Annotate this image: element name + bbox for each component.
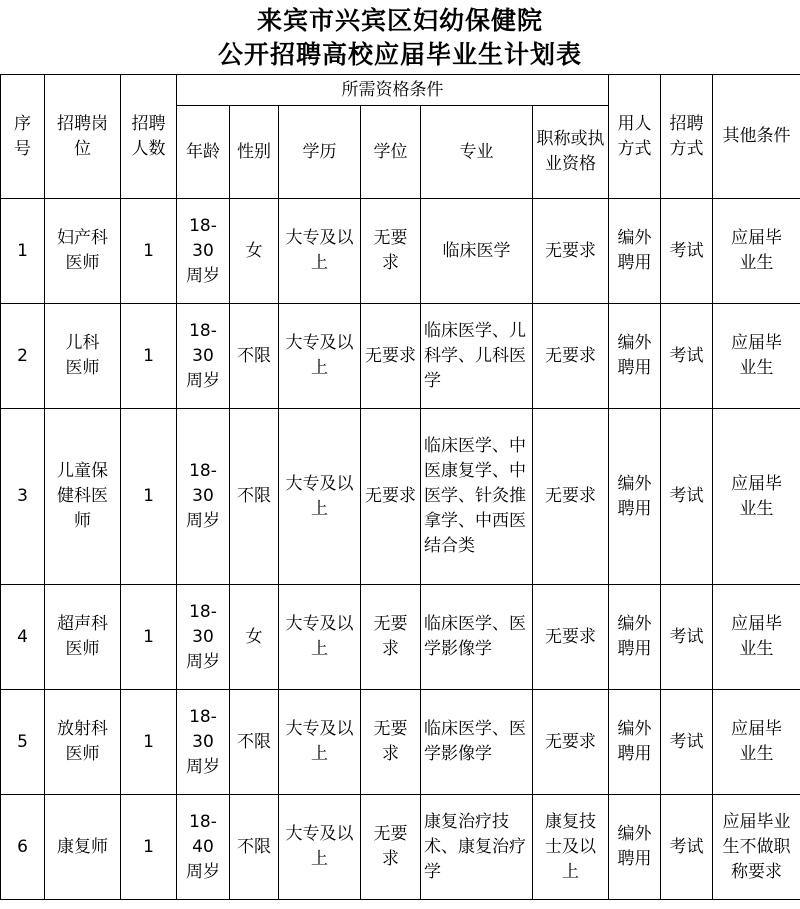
cell-degree: 无要求	[361, 585, 421, 690]
document-title	[0, 0, 800, 74]
table-row	[1, 585, 800, 690]
header-qualifications: 所需资格条件	[177, 75, 609, 106]
cell-other: 应届毕业生	[713, 199, 800, 304]
cell-method: 考试	[661, 585, 713, 690]
cell-method: 考试	[661, 795, 713, 900]
cell-count: 1	[121, 304, 177, 409]
cell-title-cert: 无要求	[533, 585, 609, 690]
header-count: 招聘人数	[121, 75, 177, 199]
cell-seq: 6	[1, 795, 45, 900]
cell-employment: 编外聘用	[609, 795, 661, 900]
recruitment-plan-table	[0, 74, 800, 900]
cell-age: 18-30周岁	[177, 199, 230, 304]
title-line-1: 来宾市兴宾区妇幼保健院	[256, 6, 543, 35]
cell-education: 大专及以上	[279, 585, 361, 690]
cell-education: 大专及以上	[279, 304, 361, 409]
cell-gender: 不限	[230, 690, 279, 795]
cell-method: 考试	[661, 690, 713, 795]
cell-major: 康复治疗技术、康复治疗学	[421, 795, 533, 900]
cell-seq: 1	[1, 199, 45, 304]
cell-degree: 无要求	[361, 199, 421, 304]
cell-title-cert: 无要求	[533, 409, 609, 585]
cell-employment: 编外聘用	[609, 690, 661, 795]
cell-education: 大专及以上	[279, 199, 361, 304]
header-degree: 学位	[361, 106, 421, 199]
header-method: 招聘方式	[661, 75, 713, 199]
cell-title-cert: 无要求	[533, 304, 609, 409]
cell-title-cert: 无要求	[533, 690, 609, 795]
cell-method: 考试	[661, 409, 713, 585]
cell-major: 临床医学	[421, 199, 533, 304]
cell-count: 1	[121, 690, 177, 795]
cell-method: 考试	[661, 199, 713, 304]
cell-seq: 3	[1, 409, 45, 585]
table-row	[1, 199, 800, 304]
cell-degree: 无要求	[361, 690, 421, 795]
cell-title-cert: 康复技士及以上	[533, 795, 609, 900]
cell-count: 1	[121, 199, 177, 304]
cell-gender: 不限	[230, 795, 279, 900]
cell-employment: 编外聘用	[609, 304, 661, 409]
table-row	[1, 690, 800, 795]
cell-degree: 无要求	[361, 409, 421, 585]
cell-degree: 无要求	[361, 795, 421, 900]
cell-position: 儿童保健科医师	[45, 409, 121, 585]
header-title-cert: 职称或执业资格	[533, 106, 609, 199]
cell-employment: 编外聘用	[609, 409, 661, 585]
header-seq: 序号	[1, 75, 45, 199]
cell-degree: 无要求	[361, 304, 421, 409]
cell-major: 临床医学、医学影像学	[421, 585, 533, 690]
header-row-1	[1, 75, 800, 106]
cell-gender: 不限	[230, 304, 279, 409]
header-age: 年龄	[177, 106, 230, 199]
cell-seq: 4	[1, 585, 45, 690]
cell-position: 放射科医师	[45, 690, 121, 795]
table-row	[1, 304, 800, 409]
cell-major: 临床医学、医学影像学	[421, 690, 533, 795]
cell-position: 康复师	[45, 795, 121, 900]
title-line-2: 公开招聘高校应届毕业生计划表	[217, 40, 582, 69]
cell-seq: 5	[1, 690, 45, 795]
table-row	[1, 795, 800, 900]
cell-count: 1	[121, 585, 177, 690]
table-row	[1, 409, 800, 585]
header-gender: 性别	[230, 106, 279, 199]
header-other: 其他条件	[713, 75, 800, 199]
cell-education: 大专及以上	[279, 690, 361, 795]
cell-major: 临床医学、儿科学、儿科医学	[421, 304, 533, 409]
cell-seq: 2	[1, 304, 45, 409]
cell-method: 考试	[661, 304, 713, 409]
header-major: 专业	[421, 106, 533, 199]
cell-employment: 编外聘用	[609, 585, 661, 690]
cell-gender: 女	[230, 585, 279, 690]
cell-employment: 编外聘用	[609, 199, 661, 304]
cell-position: 儿科医师	[45, 304, 121, 409]
cell-age: 18-40周岁	[177, 795, 230, 900]
cell-age: 18-30周岁	[177, 690, 230, 795]
cell-age: 18-30周岁	[177, 409, 230, 585]
cell-count: 1	[121, 409, 177, 585]
cell-other: 应届毕业生	[713, 304, 800, 409]
cell-title-cert: 无要求	[533, 199, 609, 304]
cell-education: 大专及以上	[279, 795, 361, 900]
cell-education: 大专及以上	[279, 409, 361, 585]
header-employment: 用人方式	[609, 75, 661, 199]
cell-other: 应届毕业生	[713, 585, 800, 690]
cell-gender: 女	[230, 199, 279, 304]
cell-major: 临床医学、中医康复学、中医学、针灸推拿学、中西医结合类	[421, 409, 533, 585]
header-position: 招聘岗位	[45, 75, 121, 199]
cell-position: 妇产科医师	[45, 199, 121, 304]
cell-other: 应届毕业生	[713, 409, 800, 585]
cell-other: 应届毕业生	[713, 690, 800, 795]
cell-other: 应届毕业生不做职称要求	[713, 795, 800, 900]
cell-age: 18-30周岁	[177, 585, 230, 690]
cell-count: 1	[121, 795, 177, 900]
cell-position: 超声科医师	[45, 585, 121, 690]
cell-gender: 不限	[230, 409, 279, 585]
cell-age: 18-30周岁	[177, 304, 230, 409]
header-education: 学历	[279, 106, 361, 199]
